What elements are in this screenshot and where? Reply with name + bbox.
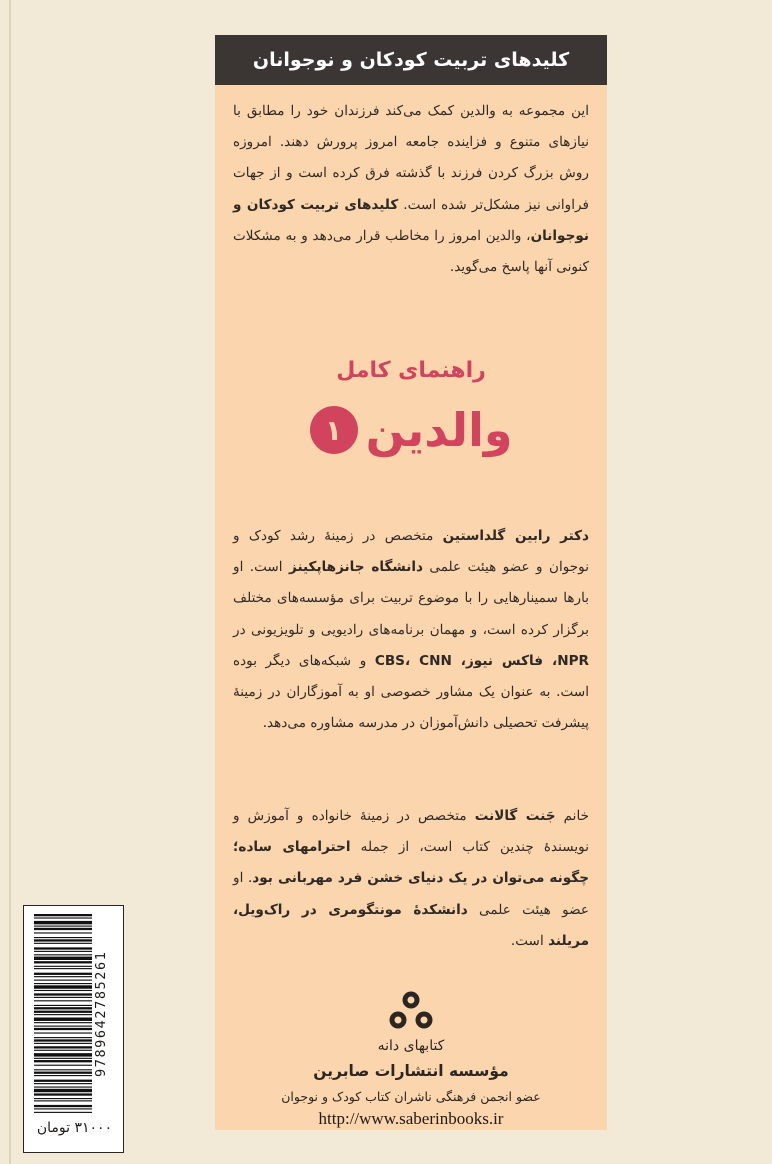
publisher-membership: عضو انجمن فرهنگی ناشران کتاب کودک و نوجوان — [281, 1089, 541, 1104]
series-header-bar — [215, 35, 607, 85]
barcode-icon — [34, 914, 92, 1114]
barcode-stripe — [34, 1000, 92, 1001]
barcode-stripe — [34, 1112, 92, 1113]
author2-name: جَنت گالانت — [474, 808, 556, 824]
barcode-label — [23, 905, 124, 1153]
publisher-imprint: کتابهای دانه — [377, 1038, 445, 1054]
author-bio-seg1: متخصص در زمینهٔ رشد کودک و نوجوان و عضو هیئت علمی — [233, 528, 589, 576]
barcode-stripe — [34, 951, 92, 952]
barcode-stripe — [34, 1005, 92, 1006]
barcode-stripe — [34, 990, 92, 991]
barcode-stripe — [34, 943, 92, 944]
barcode-stripe — [34, 1060, 92, 1062]
back-cover-panel — [215, 35, 607, 1130]
barcode-stripe — [34, 1028, 92, 1030]
barcode-stripe — [34, 928, 92, 930]
barcode-stripe — [34, 976, 92, 977]
barcode-stripe — [34, 983, 92, 984]
barcode-stripe — [34, 1039, 92, 1041]
barcode-stripe — [34, 968, 92, 969]
barcode-stripe — [34, 1032, 92, 1033]
media-outlets: NPR، فاکس نیوز، CBS، CNN — [374, 652, 590, 669]
barcode-stripe — [34, 993, 92, 995]
author1-name: دکتر رابین گلداستین — [442, 528, 589, 544]
barcode-stripe — [34, 1011, 92, 1013]
barcode-stripe — [34, 961, 92, 963]
barcode-stripe — [34, 1087, 92, 1088]
barcode-stripe — [34, 1007, 92, 1009]
barcode-stripe — [34, 1014, 92, 1015]
author-bio-seg2: است. او بارها سمینارهایی را با موضوع تربیت برای مؤسسه‌های مختلف برگزار کرده است، و مهمان برنامه‌های رادیویی و تلویزیونی در — [233, 559, 589, 638]
barcode-stripe — [34, 973, 92, 975]
volume-number-badge: ۱ — [310, 406, 358, 454]
barcode-stripe — [34, 1108, 92, 1109]
barcode-stripe — [34, 1065, 92, 1066]
barcode-stripe — [34, 954, 92, 955]
barcode-stripe — [34, 939, 92, 941]
barcode-stripe — [34, 1037, 92, 1038]
barcode-stripe — [34, 1080, 92, 1082]
book-subtitle: راهنمای کامل — [336, 358, 486, 383]
barcode-stripe — [34, 1083, 92, 1084]
barcode-stripe — [34, 1053, 92, 1056]
author-bio-paragraph — [233, 521, 589, 739]
price-label: ۳۱۰۰۰ تومان — [36, 1120, 113, 1136]
barcode-stripe — [34, 1100, 92, 1101]
intro-text-1: این مجموعه به والدین کمک می‌کند فرزندان خود را مطابق با نیازهای متنوع و فزاینده جامعه امروز پرورش دهند. امروزه روش بزرگ کردن فرزند با گذشته فرق کرده است و از جهات فراوانی نیز مشکل‌تر شده است. — [233, 103, 589, 213]
intro-series-bold: کلیدهای تربیت کودکان و نوجوانان — [233, 196, 589, 244]
barcode-stripe — [34, 1075, 92, 1076]
barcode-stripe — [34, 1058, 92, 1059]
barcode-stripe — [34, 980, 92, 981]
barcode-stripe — [34, 937, 92, 938]
coauthor-prefix: خانم — [555, 808, 589, 824]
barcode-stripe — [34, 1018, 92, 1021]
barcode-stripe — [34, 1089, 92, 1092]
barcode-stripe — [34, 917, 92, 918]
coauthor-seg3: است. — [510, 932, 549, 949]
book-title-word: والدین — [365, 403, 513, 457]
publisher-institute: مؤسسه انتشارات صابرین — [313, 1062, 509, 1080]
author-bio-seg3: و شبکه‌های دیگر بوده است. به عنوان یک مشاور خصوصی او به آموزگاران در زمینهٔ پیشرفت تحصیلی دانش‌آموزان در مدرسه مشاوره می‌دهد. — [233, 652, 589, 732]
publisher-website-link[interactable]: http://www.saberinbooks.ir — [318, 1109, 504, 1128]
barcode-stripe — [34, 1093, 92, 1095]
barcode-stripe — [34, 985, 92, 988]
series-title: کلیدهای تربیت کودکان و نوجوانان — [252, 49, 570, 71]
book-title — [215, 403, 607, 457]
isbn-digits: 9789642785261 — [93, 950, 109, 1078]
coauthor-bio-paragraph — [233, 801, 589, 957]
barcode-stripe — [34, 1026, 92, 1027]
barcode-stripe — [34, 932, 92, 933]
barcode-stripe — [34, 966, 92, 967]
intro-paragraph — [233, 96, 589, 283]
barcode-stripe — [34, 947, 92, 949]
coauthor-seg1: متخصص در زمینهٔ خانواده و آموزش و نویسندهٔ چندین کتاب است، از جمله — [233, 808, 589, 856]
barcode-stripe — [34, 957, 92, 960]
barcode-stripe — [34, 997, 92, 998]
daneh-logo-icon — [387, 990, 435, 1034]
barcode-stripe — [34, 1046, 92, 1048]
intro-text-2: ، والدین امروز را مخاطب قرار می‌دهد و به مشکلات کنونی آنها پاسخ می‌گوید. — [233, 227, 589, 276]
coauthor-seg2: . او عضو هیئت علمی — [233, 870, 589, 918]
barcode-stripe — [34, 914, 92, 916]
author1-university: دانشگاه جانزهاپکینز — [288, 559, 423, 576]
barcode-stripe — [34, 1072, 92, 1074]
coauthor-book-title: احترامهای ساده؛ چگونه می‌توان در یک دنیای خشن فرد مهربانی بود — [233, 839, 589, 887]
barcode-stripe — [34, 921, 92, 924]
barcode-stripe — [34, 1022, 92, 1023]
barcode-stripe — [34, 1098, 92, 1099]
cover-edge-line — [9, 0, 11, 1164]
barcode-stripe — [34, 926, 92, 927]
barcode-stripe — [34, 1043, 92, 1044]
barcode-stripe — [34, 1069, 92, 1070]
coauthor-university: دانشکدهٔ مونتگومری در راک‌ویل، مریلند — [233, 901, 589, 949]
barcode-stripe — [34, 1105, 92, 1107]
barcode-stripe — [34, 1050, 92, 1051]
